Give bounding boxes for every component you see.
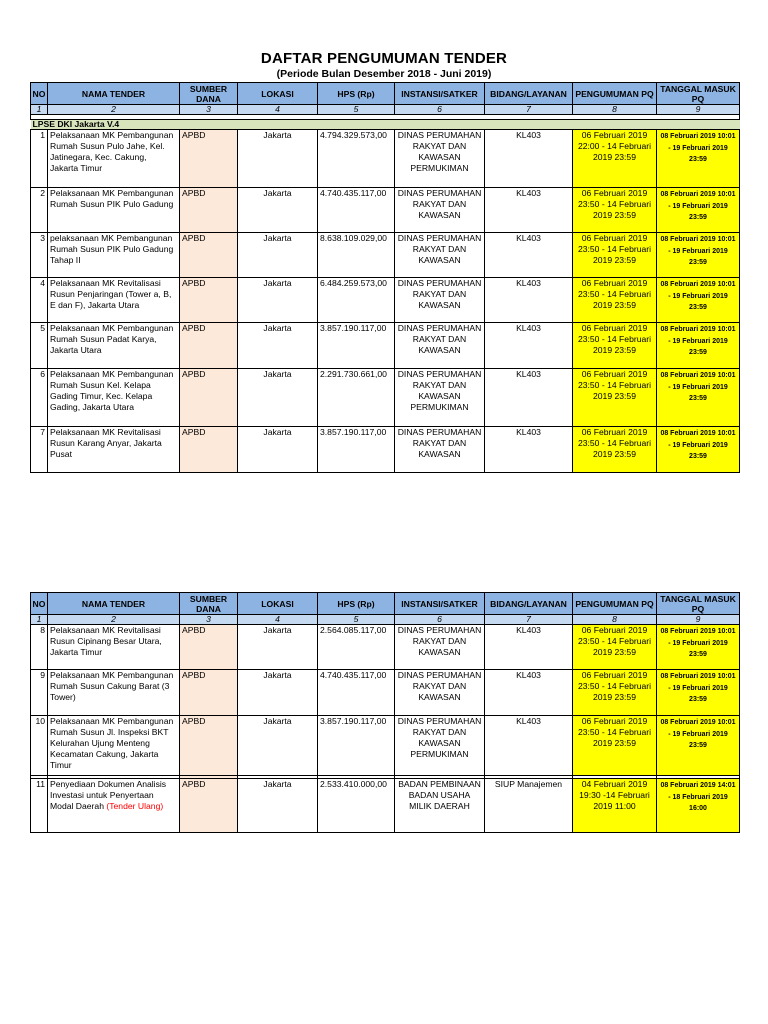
- header-hps: HPS (Rp): [318, 83, 395, 105]
- table-row: [31, 779, 740, 833]
- cell-no: 9: [31, 670, 48, 716]
- cell-bidang: KL403: [485, 130, 573, 188]
- cell-lokasi: Jakarta: [238, 427, 318, 473]
- cell-no: 2: [31, 188, 48, 233]
- header-tanggal-masuk: TANGGAL MASUK PQ: [657, 593, 740, 615]
- cell-instansi: BADAN PEMBINAAN BADAN USAHA MILIK DAERAH: [395, 779, 485, 833]
- cell-pengumuman-pq: 06 Februari 2019 23:50 - 14 Februari 2019 23:59: [573, 323, 657, 369]
- cell-lokasi: Jakarta: [238, 716, 318, 776]
- header-hps: HPS (Rp): [318, 593, 395, 615]
- cell-tanggal-masuk: 08 Februari 2019 10:01 - 19 Februari 2019 23:59: [657, 427, 740, 473]
- cell-sumber-dana: APBD: [180, 625, 238, 670]
- cell-pengumuman-pq: 06 Februari 2019 23:50 - 14 Februari 2019 23:59: [573, 670, 657, 716]
- col-number: 2: [48, 615, 180, 625]
- cell-tanggal-masuk: 08 Februari 2019 10:01 - 19 Februari 2019 23:59: [657, 323, 740, 369]
- table-2-body: [31, 625, 740, 833]
- cell-lokasi: Jakarta: [238, 323, 318, 369]
- cell-hps: 2.533.410.000,00: [318, 779, 395, 833]
- cell-instansi: DINAS PERUMAHAN RAKYAT DAN KAWASAN: [395, 670, 485, 716]
- col-number: 3: [180, 105, 238, 115]
- cell-sumber-dana: APBD: [180, 670, 238, 716]
- tender-ulang-note: (Tender Ulang): [106, 801, 164, 811]
- cell-nama-tender: pelaksanaan MK Pembangunan Rumah Susun PIK Pulo Gadung Tahap II: [48, 233, 180, 278]
- col-number: 6: [395, 615, 485, 625]
- col-number: 3: [180, 615, 238, 625]
- cell-pengumuman-pq: 06 Februari 2019 23:50 - 14 Februari 2019 23:59: [573, 188, 657, 233]
- cell-sumber-dana: APBD: [180, 369, 238, 427]
- cell-nama-tender: Pelaksanaan MK Pembangunan Rumah Susun Cakung Barat (3 Tower): [48, 670, 180, 716]
- column-number-row: [31, 105, 740, 115]
- cell-instansi: DINAS PERUMAHAN RAKYAT DAN KAWASAN: [395, 233, 485, 278]
- cell-hps: 4.740.435.117,00: [318, 670, 395, 716]
- cell-hps: 2.291.730.661,00: [318, 369, 395, 427]
- table-row: [31, 427, 740, 473]
- cell-pengumuman-pq: 06 Februari 2019 23:50 - 14 Februari 2019 23:59: [573, 233, 657, 278]
- cell-tanggal-masuk: 08 Februari 2019 10:01 - 19 Februari 2019 23:59: [657, 716, 740, 776]
- col-number: 1: [31, 105, 48, 115]
- nama-tender-text: Penyediaan Dokumen Analisis Investasi untuk Penyertaan Modal Daerah: [50, 779, 167, 811]
- cell-lokasi: Jakarta: [238, 670, 318, 716]
- cell-lokasi: Jakarta: [238, 369, 318, 427]
- cell-tanggal-masuk: 08 Februari 2019 10:01 - 19 Februari 2019 23:59: [657, 233, 740, 278]
- cell-no: 7: [31, 427, 48, 473]
- cell-tanggal-masuk: 08 Februari 2019 10:01 - 19 Februari 2019 23:59: [657, 625, 740, 670]
- col-number: 4: [238, 105, 318, 115]
- cell-pengumuman-pq: 06 Februari 2019 23:50 - 14 Februari 2019 23:59: [573, 716, 657, 776]
- cell-no: 5: [31, 323, 48, 369]
- tender-table-1: [30, 82, 740, 473]
- cell-hps: 4.794.329.573,00: [318, 130, 395, 188]
- cell-pengumuman-pq: 04 Februari 2019 19:30 -14 Februari 2019 11:00: [573, 779, 657, 833]
- page-subtitle: (Periode Bulan Desember 2018 - Juni 2019): [276, 68, 492, 80]
- cell-no: 8: [31, 625, 48, 670]
- col-number: 5: [318, 615, 395, 625]
- cell-nama-tender: Pelaksanaan MK Revitalisasi Rusun Karang Anyar, Jakarta Pusat: [48, 427, 180, 473]
- header-tanggal-masuk: TANGGAL MASUK PQ: [657, 83, 740, 105]
- table-row: [31, 323, 740, 369]
- cell-nama-tender: Pelaksanaan MK Pembangunan Rumah Susun Pulo Jahe, Kel. Jatinegara, Kec. Cakung, Jakarta Timur: [48, 130, 180, 188]
- cell-lokasi: Jakarta: [238, 130, 318, 188]
- header-sumber-dana: SUMBER DANA: [180, 593, 238, 615]
- cell-no: 10: [31, 716, 48, 776]
- cell-no: 6: [31, 369, 48, 427]
- cell-lokasi: Jakarta: [238, 233, 318, 278]
- section-label: LPSE DKI Jakarta V.4: [31, 120, 740, 130]
- header-row: [31, 83, 740, 105]
- cell-bidang: KL403: [485, 427, 573, 473]
- cell-hps: 3.857.190.117,00: [318, 716, 395, 776]
- cell-sumber-dana: APBD: [180, 323, 238, 369]
- table-row: [31, 369, 740, 427]
- header-bidang: BIDANG/LAYANAN: [485, 83, 573, 105]
- cell-instansi: DINAS PERUMAHAN RAKYAT DAN KAWASAN: [395, 278, 485, 323]
- col-number: 6: [395, 105, 485, 115]
- header-lokasi: LOKASI: [238, 83, 318, 105]
- cell-hps: 3.857.190.117,00: [318, 323, 395, 369]
- header-no: NO: [31, 83, 48, 105]
- cell-instansi: DINAS PERUMAHAN RAKYAT DAN KAWASAN PERMUKIMAN: [395, 130, 485, 188]
- cell-sumber-dana: APBD: [180, 233, 238, 278]
- cell-sumber-dana: APBD: [180, 130, 238, 188]
- table-row: [31, 670, 740, 716]
- cell-sumber-dana: APBD: [180, 278, 238, 323]
- header-lokasi: LOKASI: [238, 593, 318, 615]
- cell-lokasi: Jakarta: [238, 779, 318, 833]
- cell-hps: 6.484.259.573,00: [318, 278, 395, 323]
- table-1-body: [31, 130, 740, 473]
- header-nama-tender: NAMA TENDER: [48, 83, 180, 105]
- cell-tanggal-masuk: 08 Februari 2019 10:01 - 19 Februari 2019 23:59: [657, 369, 740, 427]
- cell-nama-tender: Pelaksanaan MK Pembangunan Rumah Susun Padat Karya, Jakarta Utara: [48, 323, 180, 369]
- cell-lokasi: Jakarta: [238, 278, 318, 323]
- cell-instansi: DINAS PERUMAHAN RAKYAT DAN KAWASAN: [395, 427, 485, 473]
- cell-bidang: KL403: [485, 278, 573, 323]
- page-title: DAFTAR PENGUMUMAN TENDER: [260, 50, 508, 67]
- cell-hps: 8.638.109.029,00: [318, 233, 395, 278]
- cell-pengumuman-pq: 06 Februari 2019 22:00 - 14 Februari 2019 23:59: [573, 130, 657, 188]
- cell-no: 3: [31, 233, 48, 278]
- cell-no: 1: [31, 130, 48, 188]
- col-number: 4: [238, 615, 318, 625]
- cell-bidang: KL403: [485, 369, 573, 427]
- cell-hps: 3.857.190.117,00: [318, 427, 395, 473]
- cell-bidang: KL403: [485, 625, 573, 670]
- col-number: 9: [657, 615, 740, 625]
- cell-bidang: SIUP Manajemen: [485, 779, 573, 833]
- cell-lokasi: Jakarta: [238, 625, 318, 670]
- cell-sumber-dana: APBD: [180, 716, 238, 776]
- cell-bidang: KL403: [485, 233, 573, 278]
- col-number: 8: [573, 105, 657, 115]
- cell-no: 4: [31, 278, 48, 323]
- table-row: [31, 188, 740, 233]
- cell-nama-tender: Pelaksanaan MK Pembangunan Rumah Susun Jl. Inspeksi BKT Kelurahan Ujung Menteng Kecamatan Cakung, Jakarta Timur: [48, 716, 180, 776]
- col-number: 7: [485, 615, 573, 625]
- cell-bidang: KL403: [485, 323, 573, 369]
- cell-instansi: DINAS PERUMAHAN RAKYAT DAN KAWASAN PERMUKIMAN: [395, 369, 485, 427]
- cell-hps: 4.740.435.117,00: [318, 188, 395, 233]
- cell-pengumuman-pq: 06 Februari 2019 23:50 - 14 Februari 2019 23:59: [573, 278, 657, 323]
- col-number: 8: [573, 615, 657, 625]
- col-number: 7: [485, 105, 573, 115]
- cell-lokasi: Jakarta: [238, 188, 318, 233]
- cell-tanggal-masuk: 08 Februari 2019 10:01 - 19 Februari 2019 23:59: [657, 130, 740, 188]
- cell-instansi: DINAS PERUMAHAN RAKYAT DAN KAWASAN: [395, 323, 485, 369]
- cell-bidang: KL403: [485, 188, 573, 233]
- cell-tanggal-masuk: 08 Februari 2019 14:01 - 18 Februari 2019 16:00: [657, 779, 740, 833]
- table-row: [31, 233, 740, 278]
- header-instansi: INSTANSI/SATKER: [395, 593, 485, 615]
- cell-bidang: KL403: [485, 716, 573, 776]
- cell-sumber-dana: APBD: [180, 779, 238, 833]
- cell-instansi: DINAS PERUMAHAN RAKYAT DAN KAWASAN PERMUKIMAN: [395, 716, 485, 776]
- cell-tanggal-masuk: 08 Februari 2019 10:01 - 19 Februari 2019 23:59: [657, 188, 740, 233]
- col-number: 5: [318, 105, 395, 115]
- cell-nama-tender: Pelaksanaan MK Pembangunan Rumah Susun PIK Pulo Gadung: [48, 188, 180, 233]
- cell-bidang: KL403: [485, 670, 573, 716]
- col-number: 9: [657, 105, 740, 115]
- section-row: [31, 120, 740, 130]
- header-instansi: INSTANSI/SATKER: [395, 83, 485, 105]
- cell-sumber-dana: APBD: [180, 427, 238, 473]
- header-bidang: BIDANG/LAYANAN: [485, 593, 573, 615]
- header-pengumuman-pq: PENGUMUMAN PQ: [573, 593, 657, 615]
- cell-nama-tender: Pelaksanaan MK Pembangunan Rumah Susun Kel. Kelapa Gading Timur, Kec. Kelapa Gading, Jakarta Utara: [48, 369, 180, 427]
- cell-pengumuman-pq: 06 Februari 2019 23:50 - 14 Februari 2019 23:59: [573, 369, 657, 427]
- cell-nama-tender: Pelaksanaan MK Revitalisasi Rusun Penjaringan (Tower a, B, E dan F), Jakarta Utara: [48, 278, 180, 323]
- cell-nama-tender: [48, 779, 180, 833]
- header-no: NO: [31, 593, 48, 615]
- header-row: [31, 593, 740, 615]
- cell-pengumuman-pq: 06 Februari 2019 23:50 - 14 Februari 2019 23:59: [573, 625, 657, 670]
- header-pengumuman-pq: PENGUMUMAN PQ: [573, 83, 657, 105]
- header-nama-tender: NAMA TENDER: [48, 593, 180, 615]
- cell-tanggal-masuk: 08 Februari 2019 10:01 - 19 Februari 2019 23:59: [657, 278, 740, 323]
- header-sumber-dana: SUMBER DANA: [180, 83, 238, 105]
- col-number: 1: [31, 615, 48, 625]
- table-row: [31, 130, 740, 188]
- table-row: [31, 625, 740, 670]
- tender-table-2: [30, 592, 740, 833]
- col-number: 2: [48, 105, 180, 115]
- cell-pengumuman-pq: 06 Februari 2019 23:50 - 14 Februari 2019 23:59: [573, 427, 657, 473]
- table-row: [31, 278, 740, 323]
- table-row: [31, 716, 740, 776]
- cell-instansi: DINAS PERUMAHAN RAKYAT DAN KAWASAN: [395, 188, 485, 233]
- cell-instansi: DINAS PERUMAHAN RAKYAT DAN KAWASAN: [395, 625, 485, 670]
- column-number-row: [31, 615, 740, 625]
- cell-no: 11: [31, 779, 48, 833]
- cell-sumber-dana: APBD: [180, 188, 238, 233]
- cell-nama-tender: Pelaksanaan MK Revitalisasi Rusun Cipinang Besar Utara, Jakarta Timur: [48, 625, 180, 670]
- cell-tanggal-masuk: 08 Februari 2019 10:01 - 19 Februari 2019 23:59: [657, 670, 740, 716]
- cell-hps: 2.564.085.117,00: [318, 625, 395, 670]
